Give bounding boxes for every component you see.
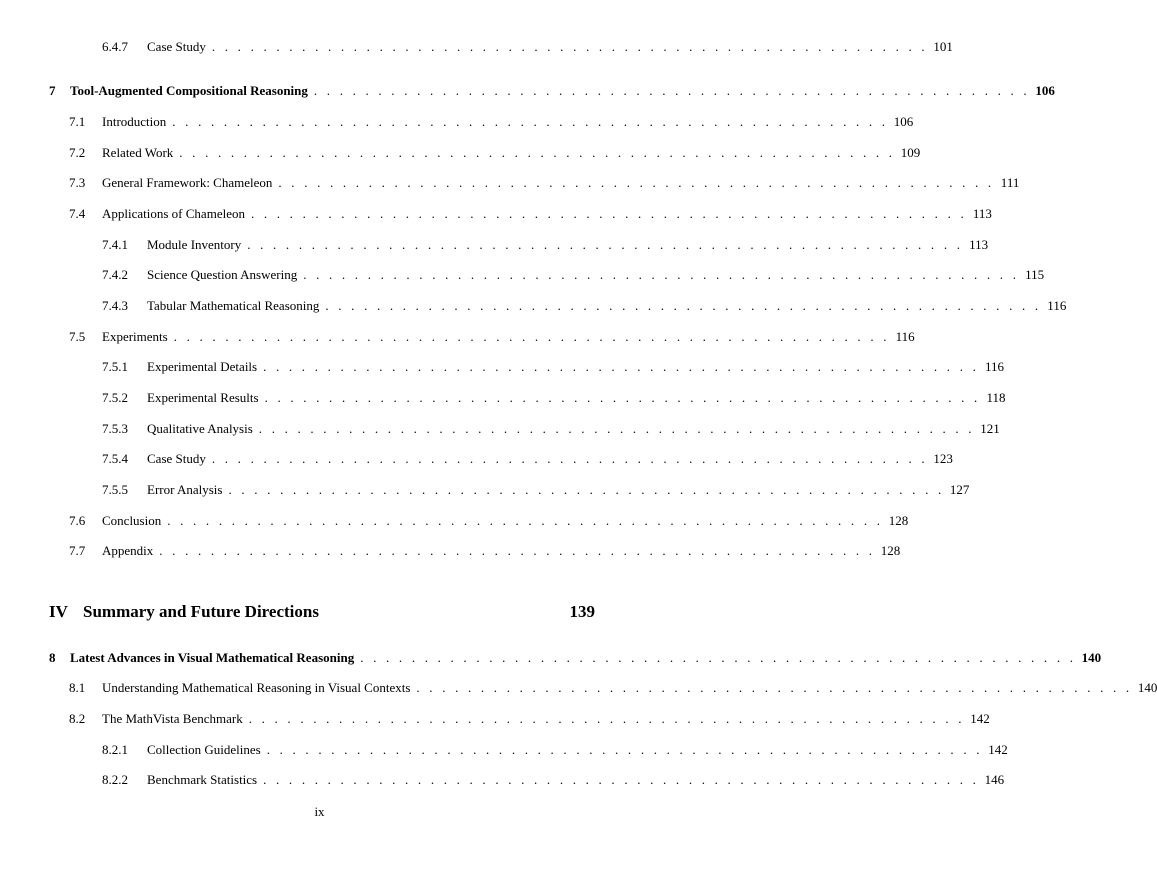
toc-part-page: 139 [569,602,595,621]
toc-entry-title: Experimental Results [147,390,259,405]
toc-leader-dots: . . . . . . . . . . . . . . . . . . . . . . . . . . . . . . . . . . . . . . . . . . . . . . . . . . . . . . . . [159,543,876,558]
toc-leader-dots: . . . . . . . . . . . . . . . . . . . . . . . . . . . . . . . . . . . . . . . . . . . . . . . . . . . . . . . . [211,451,928,466]
toc-entry-number: 7 [49,83,56,98]
toc-entry-page: 113 [969,237,989,252]
toc-entry-number: 7.5.4 [102,451,128,466]
toc-leader-dots: . . . . . . . . . . . . . . . . . . . . . . . . . . . . . . . . . . . . . . . . . . . . . . . . . . . . . . . . [211,39,928,54]
toc-entry-page: 146 [984,772,1005,787]
toc-leader-dots: . . . . . . . . . . . . . . . . . . . . . . . . . . . . . . . . . . . . . . . . . . . . . . . . . . . . . . . . [167,513,884,528]
toc-entry-title: Experiments [102,329,168,344]
toc-entry-number: 7.4.3 [102,298,128,313]
toc-entry-number: 7.1 [69,114,86,129]
toc-entry-title: Latest Advances in Visual Mathematical Reasoning [70,650,355,665]
toc-leader-dots: . . . . . . . . . . . . . . . . . . . . . . . . . . . . . . . . . . . . . . . . . . . . . . . . . . . . . . . . [179,145,896,160]
toc-entry-7-4-1[interactable] [102,237,989,253]
toc-entry-title: Benchmark Statistics [147,772,258,787]
toc-entry-title: Understanding Mathematical Reasoning in Visual Contexts [102,680,411,695]
toc-entry-8-2[interactable] [69,711,990,727]
toc-entry-page: 116 [985,359,1005,374]
toc-entry-title: Tool-Augmented Compositional Reasoning [70,83,308,98]
toc-leader-dots: . . . . . . . . . . . . . . . . . . . . . . . . . . . . . . . . . . . . . . . . . . . . . . . . . . . . . . . . [263,772,980,787]
toc-leader-dots: . . . . . . . . . . . . . . . . . . . . . . . . . . . . . . . . . . . . . . . . . . . . . . . . . . . . . . . . [172,114,889,129]
toc-leader-dots: . . . . . . . . . . . . . . . . . . . . . . . . . . . . . . . . . . . . . . . . . . . . . . . . . . . . . . . . [416,680,1133,695]
toc-entry-page: 116 [1047,298,1067,313]
toc-entry-7-2[interactable] [69,145,921,161]
toc-entry-title: The MathVista Benchmark [102,711,243,726]
toc-entry-number: 7.4 [69,206,86,221]
toc-entry-title: Related Work [102,145,174,160]
toc-leader-dots: . . . . . . . . . . . . . . . . . . . . . . . . . . . . . . . . . . . . . . . . . . . . . . . . . . . . . . . . [325,298,1042,313]
toc-entry-number: 7.5.2 [102,390,128,405]
toc-entry-title: General Framework: Chameleon [102,175,273,190]
toc-entry-page: 140 [1137,680,1157,695]
toc-entry-page: 106 [893,114,914,129]
toc-leader-dots: . . . . . . . . . . . . . . . . . . . . . . . . . . . . . . . . . . . . . . . . . . . . . . . . . . . . . . . . [247,237,964,252]
toc-entry-number: 7.3 [69,175,86,190]
toc-entry-7-5-2[interactable] [102,390,1006,406]
toc-entry-8-2-2[interactable] [102,772,1005,788]
toc-chapter-8[interactable] [49,650,1102,666]
toc-entry-page: 118 [986,390,1006,405]
toc-entry-7-5-4[interactable] [102,451,953,467]
toc-entry-title: Experimental Details [147,359,258,374]
toc-entry-7-6[interactable] [69,513,909,529]
toc-entry-title: Applications of Chameleon [102,206,245,221]
toc-entry-7-4[interactable] [69,206,992,222]
toc-part-number: IV [49,602,68,621]
toc-entry-page: 127 [949,482,970,497]
toc-entry-title: Introduction [102,114,167,129]
toc-entry-page: 121 [980,421,1000,436]
toc-leader-dots: . . . . . . . . . . . . . . . . . . . . . . . . . . . . . . . . . . . . . . . . . . . . . . . . . . . . . . . . [258,421,975,436]
toc-entry-7-7[interactable] [69,543,901,559]
toc-entry-page: 123 [933,451,953,466]
toc-leader-dots: . . . . . . . . . . . . . . . . . . . . . . . . . . . . . . . . . . . . . . . . . . . . . . . . . . . . . . . . [360,650,1077,665]
toc-entry-number: 7.2 [69,145,86,160]
toc-entry-page: 101 [933,39,953,54]
toc-entry-title: Qualitative Analysis [147,421,253,436]
toc-entry-number: 7.4.2 [102,267,128,282]
toc-entry-page: 109 [900,145,921,160]
toc-entry-7-4-2[interactable] [102,267,1045,283]
toc-entry-number: 8.2.1 [102,742,128,757]
toc-entry-page: 140 [1081,650,1102,665]
toc-entry-title: Science Question Answering [147,267,298,282]
toc-entry-title: Case Study [147,39,206,54]
toc-part-iv[interactable] [49,602,595,622]
toc-entry-number: 8 [49,650,56,665]
toc-entry-7-5-5[interactable] [102,482,970,498]
toc-entry-number: 7.5 [69,329,86,344]
toc-entry-number: 7.5.1 [102,359,128,374]
toc-entry-page: 115 [1025,267,1045,282]
toc-entry-page: 128 [888,513,909,528]
toc-leader-dots: . . . . . . . . . . . . . . . . . . . . . . . . . . . . . . . . . . . . . . . . . . . . . . . . . . . . . . . . [278,175,995,190]
toc-leader-dots: . . . . . . . . . . . . . . . . . . . . . . . . . . . . . . . . . . . . . . . . . . . . . . . . . . . . . . . . [263,359,980,374]
toc-entry-number: 7.5.3 [102,421,128,436]
toc-entry-number: 8.2.2 [102,772,128,787]
toc-chapter-7[interactable] [49,83,1055,99]
toc-entry-number: 6.4.7 [102,39,128,54]
toc-entry-number: 7.4.1 [102,237,128,252]
toc-leader-dots: . . . . . . . . . . . . . . . . . . . . . . . . . . . . . . . . . . . . . . . . . . . . . . . . . . . . . . . . [250,206,967,221]
toc-entry-title: Case Study [147,451,206,466]
toc-entry-number: 8.2 [69,711,86,726]
toc-entry-title: Collection Guidelines [147,742,261,757]
toc-entry-7-5-1[interactable] [102,359,1005,375]
toc-entry-title: Module Inventory [147,237,242,252]
toc-leader-dots: . . . . . . . . . . . . . . . . . . . . . . . . . . . . . . . . . . . . . . . . . . . . . . . . . . . . . . . . [228,482,945,497]
toc-leader-dots: . . . . . . . . . . . . . . . . . . . . . . . . . . . . . . . . . . . . . . . . . . . . . . . . . . . . . . . . [264,390,981,405]
toc-entry-page: 142 [988,742,1008,757]
toc-leader-dots: . . . . . . . . . . . . . . . . . . . . . . . . . . . . . . . . . . . . . . . . . . . . . . . . . . . . . . . . [313,83,1030,98]
toc-entry-title: Tabular Mathematical Reasoning [147,298,320,313]
toc-entry-7-1[interactable] [69,114,914,130]
toc-leader-dots: . . . . . . . . . . . . . . . . . . . . . . . . . . . . . . . . . . . . . . . . . . . . . . . . . . . . . . . . [303,267,1020,282]
toc-entry-title: Error Analysis [147,482,223,497]
toc-entry-7-5[interactable] [69,329,915,345]
toc-leader-dots: . . . . . . . . . . . . . . . . . . . . . . . . . . . . . . . . . . . . . . . . . . . . . . . . . . . . . . . . [266,742,983,757]
toc-entry-title: Appendix [102,543,154,558]
toc-leader-dots: . . . . . . . . . . . . . . . . . . . . . . . . . . . . . . . . . . . . . . . . . . . . . . . . . . . . . . . . [173,329,890,344]
toc-entry-title: Conclusion [102,513,162,528]
toc-entry-page: 116 [895,329,915,344]
toc-entry-page: 142 [970,711,990,726]
toc-entry-number: 7.5.5 [102,482,128,497]
toc-entry-page: 106 [1035,83,1055,98]
page-number: ix [314,804,325,819]
toc-entry-page: 111 [1000,175,1020,190]
toc-entry-page: 128 [880,543,901,558]
toc-entry-7-5-3[interactable] [102,421,1000,437]
toc-entry-7-3[interactable] [69,175,1020,191]
toc-entry-number: 7.6 [69,513,86,528]
toc-entry-7-4-3[interactable] [102,298,1067,314]
toc-entry-number: 8.1 [69,680,86,695]
toc-leader-dots: . . . . . . . . . . . . . . . . . . . . . . . . . . . . . . . . . . . . . . . . . . . . . . . . . . . . . . . . [248,711,965,726]
toc-entry-number: 7.7 [69,543,86,558]
toc-entry-8-1[interactable] [69,680,1157,696]
toc-entry-6-4-7[interactable] [102,39,953,55]
toc-entry-page: 113 [972,206,992,221]
toc-part-title: Summary and Future Directions [83,602,319,621]
toc-entry-8-2-1[interactable] [102,742,1008,758]
